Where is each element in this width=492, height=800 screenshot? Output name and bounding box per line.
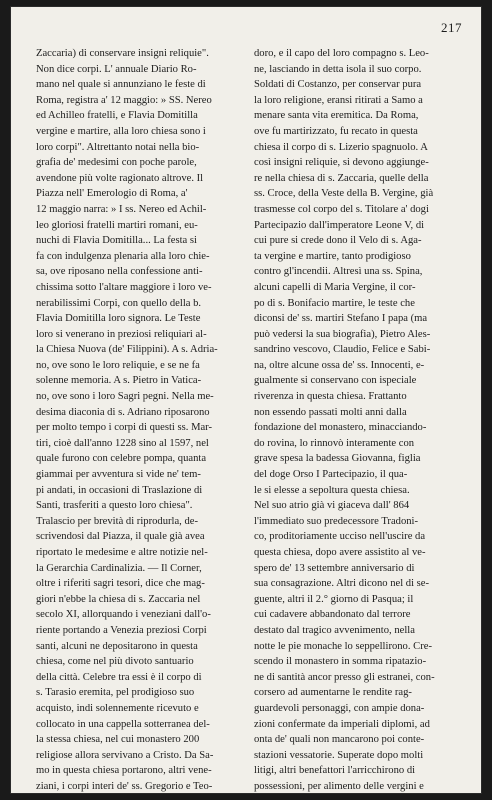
right-text-column bbox=[254, 46, 470, 795]
text-line: giori n'ebbe la chiesa di s. Zaccaria nel bbox=[36, 593, 201, 605]
text-line: l'immediato suo predecessore Tradoni- bbox=[254, 515, 419, 527]
text-line: stazioni vessatorie. Superate dopo molti bbox=[254, 749, 424, 761]
text-line: mano nel quale si annunziano le feste di bbox=[36, 79, 206, 91]
text-line: per molto tempo i corpi di questi ss. Mar- bbox=[36, 422, 213, 434]
text-line: Partecipazio dall'imperatore Leone V, di bbox=[254, 219, 425, 231]
text-line: sa, ove riposano nella confessione anti- bbox=[36, 266, 203, 278]
text-line: Nel suo atrio già vi giaceva dall' 864 bbox=[254, 500, 410, 512]
text-line: menare santa vita eremitica. Da Roma, bbox=[254, 110, 419, 122]
left-text-column bbox=[36, 46, 248, 795]
text-line: mo in questa chiesa portarono, altri vene- bbox=[36, 765, 212, 777]
text-line: può vedersi la sua biografia), Pietro Ales- bbox=[254, 328, 431, 340]
text-line: sua consagrazione. Altri dicono nel di se- bbox=[254, 578, 430, 590]
text-line: Santi, trasferiti a questo loro chiesa". bbox=[36, 500, 193, 512]
text-line: no, ove sono i loro Sagri pegni. Nella me- bbox=[36, 391, 214, 403]
text-line: co, proditoriamente ucciso nell'uscire da bbox=[254, 531, 426, 543]
text-line: s. Tarasio eremita, pel prodigioso suo bbox=[36, 687, 195, 699]
text-line: loro si venerano in preziosi reliquiari al- bbox=[36, 328, 207, 340]
text-line: solenne memoria. A s. Pietro in Vatica- bbox=[36, 375, 202, 387]
text-line: 12 maggio narra: » I ss. Nereo ed Achil- bbox=[36, 203, 207, 215]
text-line: possessioni, per alimento delle vergini e bbox=[254, 780, 424, 792]
text-line: po di s. Bonifacio martire, le teste che bbox=[254, 297, 415, 309]
text-line: cui cadavere abbandonato dal terrore bbox=[254, 609, 411, 621]
text-line: riportato le medesime e altre notizie nel- bbox=[36, 547, 208, 558]
text-line: oltre i riferiti sagri tesori, dice che mag- bbox=[36, 578, 205, 590]
text-line: Soldati di Costanzo, per conservar pura bbox=[254, 79, 422, 91]
text-line: guente, altri il 2.° giorno di Pasqua; il bbox=[254, 593, 414, 605]
text-line: nuchi di Flavia Domitilla... La festa si bbox=[36, 235, 197, 247]
text-line: litigi, altri benefattori l'arricchirono di bbox=[254, 765, 416, 777]
text-line: quale furono con celebre pompa, quanta bbox=[36, 453, 207, 465]
text-line: non essendo passati molti anni dalla bbox=[254, 406, 407, 418]
text-line: scendo il monastero in somma ripatazio- bbox=[254, 656, 427, 668]
text-line: desima diaconia di s. Adriano riposarono bbox=[36, 406, 210, 418]
text-line: questa chiesa, dopo avere assistito al ve- bbox=[254, 547, 426, 558]
text-line: guardevoli personaggi, con ampie dona- bbox=[254, 702, 425, 714]
text-line: ta vergine e martire, tanto prodigioso bbox=[254, 250, 411, 262]
text-line: nerabilissimi Corpi, con quello della b. bbox=[36, 297, 202, 309]
text-line: diconsi de' ss. martiri Stefano I papa (ma bbox=[254, 313, 428, 325]
text-line: alcuni capelli di Maria Vergine, il cor- bbox=[254, 281, 416, 293]
text-line: na, oltre alcune ossa de' ss. Innocenti, e- bbox=[254, 359, 425, 371]
text-line: destato dal tragico avvenimento, nella bbox=[254, 624, 415, 636]
text-line: avendone più volte ragionato altrove. Il bbox=[36, 172, 204, 184]
text-line: leo gloriosi fratelli martiri romani, eu- bbox=[36, 219, 198, 231]
text-line: chiesa il corpo di s. Lizerio spagnuolo. A bbox=[254, 141, 428, 153]
text-line: grave spesa la badessa Giovanna, figlia bbox=[254, 453, 421, 465]
text-line: così insigni reliquie, si devono aggiunge- bbox=[254, 157, 429, 169]
text-line: chiesa, come nel più divoto santuario bbox=[36, 656, 194, 668]
text-line: do rovina, lo rinnovò interamente con bbox=[254, 437, 415, 449]
text-line: Flavia Domitilla loro signora. Le Teste bbox=[36, 313, 201, 325]
text-line: onta de' quali non mancarono poi conte- bbox=[254, 734, 425, 746]
text-line: ziani, i corpi interi de' ss. Gregorio e Teo- bbox=[36, 780, 213, 792]
text-line: no, ove sono le loro reliquie, e se ne fa bbox=[36, 359, 200, 371]
text-line: contro gl'incendii. Altresì una ss. Spina, bbox=[254, 266, 423, 278]
text-line: corsero ad aumentarne le rendite rag- bbox=[254, 687, 412, 699]
text-line: fa con indulgenza plenaria alla loro chie- bbox=[36, 250, 210, 262]
text-line: del doge Orso I Partecipazio, il qua- bbox=[254, 469, 408, 481]
text-line: acquisto, indi solennemente ricevuto e bbox=[36, 702, 199, 714]
text-line: la Gerarchia Cardinalizia. — Il Corner, bbox=[36, 562, 202, 574]
text-line: santi, alcuni ne depositarono in questa bbox=[36, 640, 198, 652]
text-line: la stessa chiesa, nel cui monastero 200 bbox=[36, 734, 200, 746]
text-line: Tralascio per brevità di riprodurla, de- bbox=[36, 515, 198, 527]
text-line: Non dice corpi. L' annuale Diario Ro- bbox=[36, 63, 197, 75]
text-line: la loro religione, eransi ritirati a Samo a bbox=[254, 94, 423, 106]
text-line: riente portando a Venezia preziosi Corpi bbox=[36, 624, 207, 636]
text-line: zioni confermate da imperiali diplomi, ad bbox=[254, 718, 430, 730]
text-line: loro corpi". Altrettanto notai nella bio- bbox=[36, 141, 200, 153]
text-line: notte le pie monache lo seppellirono. Cre- bbox=[254, 640, 432, 652]
text-line: tiri, cioè dall'anno 1228 sino al 1597, nel bbox=[36, 437, 209, 449]
text-line: gualmente si conservano con ispeciale bbox=[254, 375, 417, 387]
text-line: grafia de' medesimi con poche parole, bbox=[36, 157, 197, 169]
text-line: vergine e martire, alla loro chiesa sono i bbox=[36, 125, 206, 137]
text-line: ove fu martirizzato, fu recato in questa bbox=[254, 125, 418, 137]
text-line: ne di santità ancor presso gli estranei, con- bbox=[254, 671, 435, 683]
text-line: giammai per avventura si vide ne' tem- bbox=[36, 469, 201, 481]
text-line: fondazione del monastero, minacciando- bbox=[254, 422, 427, 434]
text-line: secolo XI, allorquando i veneziani dall'o- bbox=[36, 609, 211, 621]
text-line: re nella chiesa di s. Zaccaria, quelle della bbox=[254, 172, 429, 184]
text-line: doro, e il capo del loro compagno s. Leo- bbox=[254, 48, 429, 59]
text-line: ed Achilleo fratelli, e Flavia Domitilla bbox=[36, 110, 198, 122]
text-line: la Chiesa Nuova (de' Filippini). A s. Adria- bbox=[36, 344, 218, 356]
text-line: spero de' 13 settembre anniversario di bbox=[254, 562, 415, 574]
text-line: riverenza in questa chiesa. Frattanto bbox=[254, 391, 407, 403]
text-line: ss. Croce, della Veste della B. Vergine, già bbox=[254, 188, 434, 200]
text-line: chissima sotto l'altare maggiore i loro ve- bbox=[36, 281, 212, 293]
text-line: Zaccaria) di conservare insigni reliquie". bbox=[36, 48, 209, 59]
text-line: della città. Celebre tra essi è il corpo di bbox=[36, 671, 202, 683]
text-line: Piazza nell' Emerologio di Roma, a' bbox=[36, 188, 188, 200]
text-line: scrivendosi dal Piazza, il quale già avea bbox=[36, 531, 205, 543]
text-line: le si elesse a sepoltura questa chiesa. bbox=[254, 484, 410, 496]
page-number: 217 bbox=[441, 20, 462, 35]
text-line: religiose allora servivano a Cristo. Da Sa- bbox=[36, 749, 214, 761]
text-line: ne, lasciando in detta isola il suo corpo. bbox=[254, 63, 422, 75]
text-line: sandrino vescovo, Claudio, Felice e Sabi- bbox=[254, 344, 431, 356]
book-page bbox=[10, 6, 482, 794]
text-line: collocato in una cappella sotterranea del- bbox=[36, 718, 210, 730]
text-line: trasmesse col corpo del s. Titolare a' dogi bbox=[254, 203, 429, 215]
text-line: Roma, registra a' 12 maggio: » SS. Nereo bbox=[36, 94, 212, 106]
text-line: pi andati, in occasioni di Traslazione di bbox=[36, 484, 203, 496]
text-line: cui pure si crede dono il Velo di s. Aga- bbox=[254, 235, 422, 247]
